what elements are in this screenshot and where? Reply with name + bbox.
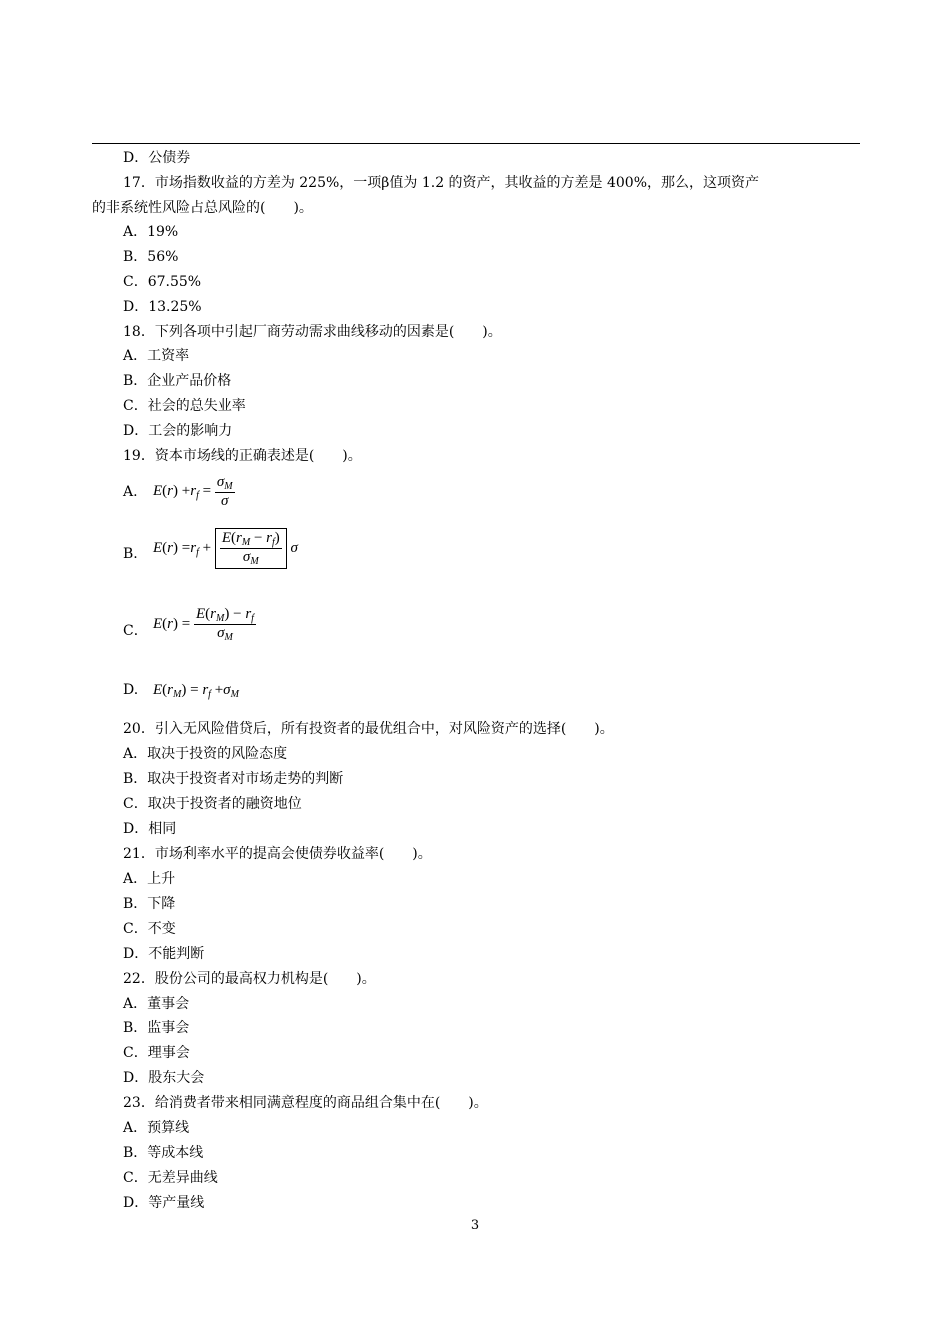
q20-option-c: C．取决于投资者的融资地位 [123, 796, 302, 812]
q21-option-b: B．下降 [123, 896, 176, 912]
q18-option-c: C．社会的总失业率 [123, 398, 246, 414]
q17-option-c: C．67.55% [123, 274, 202, 290]
q23-option-a: A．预算线 [123, 1120, 190, 1136]
option-label: C． [123, 623, 148, 639]
q23-option-c: C．无差异曲线 [123, 1170, 218, 1186]
q18-option-a: A．工资率 [123, 348, 190, 364]
formula-d: $E(r_M) = r_f +\sigma_M$ [153, 682, 239, 700]
q20-stem: 20．引入无风险借贷后，所有投资者的最优组合中，对风险资产的选择( )。 [123, 721, 614, 737]
q21-option-d: D．不能判断 [123, 946, 205, 962]
q20-option-b: B．取决于投资者对市场走势的判断 [123, 771, 344, 787]
q18-option-b: B．企业产品价格 [123, 373, 232, 389]
formula-b: $E(r) =r_f$ + $\frac{E(r_M - r_f)}{\sigma_M}$ σ [153, 530, 298, 567]
q17-option-d: D．13.25% [123, 299, 202, 315]
q17-option-b: B．56% [123, 249, 179, 265]
option-label: B. [123, 546, 138, 562]
q23-option-b: B．等成本线 [123, 1145, 204, 1161]
q23-stem: 23．给消费者带来相同满意程度的商品组合集中在( )。 [123, 1095, 488, 1111]
q21-option-c: C．不变 [123, 921, 176, 937]
q20-option-d: D．相同 [123, 821, 177, 837]
q21-option-a: A．上升 [123, 871, 176, 887]
q16-option-d: D．公债券 [123, 150, 191, 166]
option-label: A. [123, 484, 138, 500]
q22-stem: 22．股份公司的最高权力机构是( )。 [123, 971, 376, 987]
q22-option-a: A．董事会 [123, 996, 190, 1012]
q22-option-d: D．股东大会 [123, 1070, 205, 1086]
q17-option-a: A．19% [123, 224, 179, 240]
q19-stem: 19．资本市场线的正确表述是( )。 [123, 448, 362, 464]
q20-option-a: A．取决于投资的风险态度 [123, 746, 288, 762]
formula-c: E(r) = $\frac{E(r_M) - r_f}{\sigma_M}$ [153, 606, 254, 643]
header-rule [92, 143, 860, 144]
option-label: D. [123, 682, 139, 698]
page-number: 3 [470, 1218, 480, 1233]
q18-stem: 18．下列各项中引起厂商劳动需求曲线移动的因素是( )。 [123, 324, 502, 340]
q17-stem: 17．市场指数收益的方差为 225%，一项β值为 1.2 的资产，其收益的方差是 400%，那么，这项资产 [123, 175, 760, 191]
q23-option-d: D．等产量线 [123, 1195, 205, 1211]
q22-option-c: C．理事会 [123, 1045, 190, 1061]
q22-option-b: B．监事会 [123, 1020, 190, 1036]
q21-stem: 21．市场利率水平的提高会使债券收益率( )。 [123, 846, 432, 862]
q17-stem-cont: 的非系统性风险占总风险的( )。 [92, 200, 313, 216]
q18-option-d: D．工会的影响力 [123, 423, 233, 439]
formula-a: $E(r) +r_f$ = $\frac{\sigma_M}{\sigma}$ [153, 474, 233, 509]
